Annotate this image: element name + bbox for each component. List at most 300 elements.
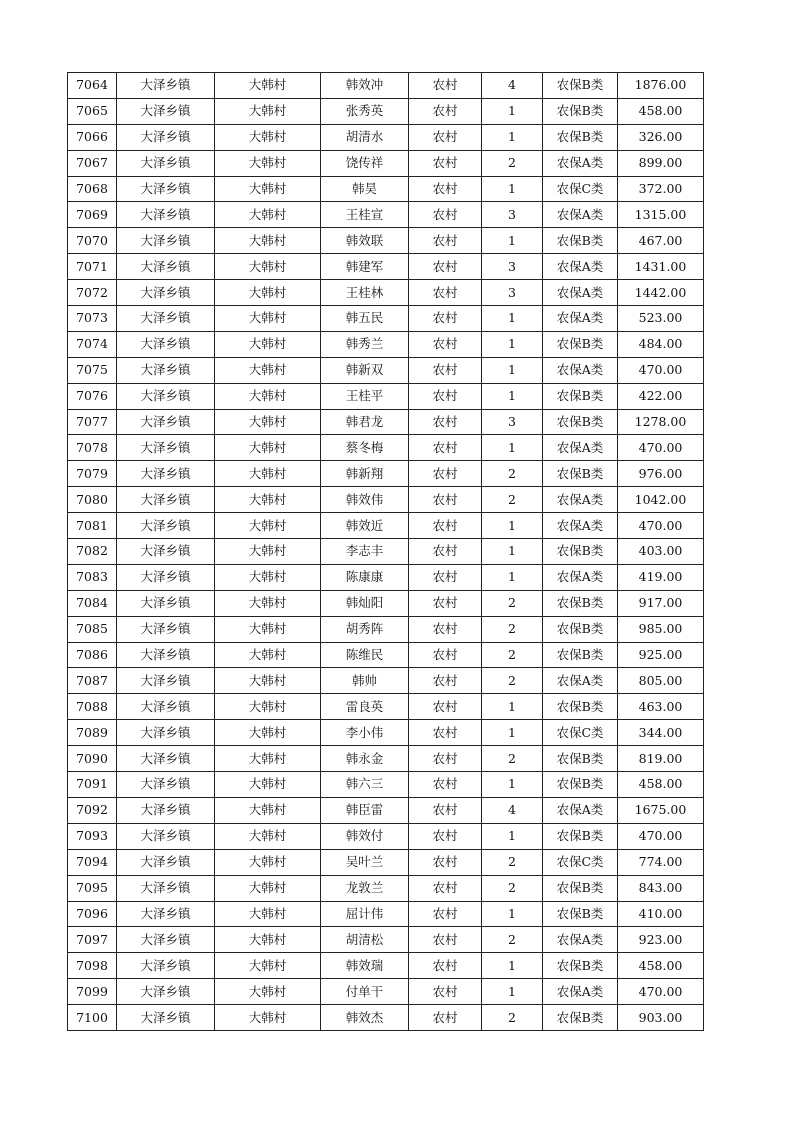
township-cell: 大泽乡镇: [117, 202, 215, 228]
area-type-cell: 农村: [409, 746, 482, 772]
household-count-cell: 1: [482, 357, 543, 383]
township-cell: 大泽乡镇: [117, 254, 215, 280]
insurance-category-cell: 农保B类: [543, 901, 618, 927]
amount-cell: 843.00: [618, 875, 704, 901]
insurance-category-cell: 农保B类: [543, 383, 618, 409]
household-count-cell: 1: [482, 331, 543, 357]
amount-cell: 463.00: [618, 694, 704, 720]
village-cell: 大韩村: [215, 409, 321, 435]
amount-cell: 985.00: [618, 616, 704, 642]
name-cell: 雷良英: [321, 694, 409, 720]
household-count-cell: 1: [482, 383, 543, 409]
serial-number-cell: 7096: [68, 901, 117, 927]
insurance-category-cell: 农保A类: [543, 150, 618, 176]
area-type-cell: 农村: [409, 202, 482, 228]
village-cell: 大韩村: [215, 746, 321, 772]
name-cell: 王桂宣: [321, 202, 409, 228]
insurance-category-cell: 农保B类: [543, 746, 618, 772]
table-row: [68, 590, 704, 616]
household-count-cell: 1: [482, 694, 543, 720]
insurance-category-cell: 农保A类: [543, 513, 618, 539]
village-cell: 大韩村: [215, 124, 321, 150]
amount-cell: 819.00: [618, 746, 704, 772]
insurance-category-cell: 农保A类: [543, 202, 618, 228]
village-cell: 大韩村: [215, 694, 321, 720]
area-type-cell: 农村: [409, 461, 482, 487]
household-count-cell: 1: [482, 435, 543, 461]
household-count-cell: 3: [482, 202, 543, 228]
township-cell: 大泽乡镇: [117, 720, 215, 746]
household-count-cell: 2: [482, 927, 543, 953]
serial-number-cell: 7067: [68, 150, 117, 176]
serial-number-cell: 7085: [68, 616, 117, 642]
insurance-category-cell: 农保B类: [543, 124, 618, 150]
serial-number-cell: 7064: [68, 73, 117, 99]
village-cell: 大韩村: [215, 357, 321, 383]
amount-cell: 1278.00: [618, 409, 704, 435]
amount-cell: 1675.00: [618, 797, 704, 823]
insurance-category-cell: 农保A类: [543, 306, 618, 332]
village-cell: 大韩村: [215, 772, 321, 798]
household-count-cell: 2: [482, 461, 543, 487]
table-row: [68, 124, 704, 150]
table-row: [68, 331, 704, 357]
insurance-category-cell: 农保B类: [543, 73, 618, 99]
insurance-category-cell: 农保C类: [543, 720, 618, 746]
amount-cell: 467.00: [618, 228, 704, 254]
amount-cell: 925.00: [618, 642, 704, 668]
household-count-cell: 1: [482, 306, 543, 332]
household-count-cell: 1: [482, 823, 543, 849]
area-type-cell: 农村: [409, 849, 482, 875]
table-row: [68, 901, 704, 927]
name-cell: 韩建军: [321, 254, 409, 280]
amount-cell: 774.00: [618, 849, 704, 875]
amount-cell: 470.00: [618, 823, 704, 849]
household-count-cell: 1: [482, 953, 543, 979]
township-cell: 大泽乡镇: [117, 772, 215, 798]
serial-number-cell: 7086: [68, 642, 117, 668]
insurance-category-cell: 农保C类: [543, 849, 618, 875]
village-cell: 大韩村: [215, 797, 321, 823]
name-cell: 韩效付: [321, 823, 409, 849]
serial-number-cell: 7073: [68, 306, 117, 332]
name-cell: 韩永金: [321, 746, 409, 772]
household-count-cell: 2: [482, 668, 543, 694]
village-cell: 大韩村: [215, 953, 321, 979]
insurance-category-cell: 农保A类: [543, 927, 618, 953]
serial-number-cell: 7065: [68, 98, 117, 124]
township-cell: 大泽乡镇: [117, 694, 215, 720]
table-row: [68, 668, 704, 694]
insurance-category-cell: 农保B类: [543, 875, 618, 901]
name-cell: 龙敦兰: [321, 875, 409, 901]
area-type-cell: 农村: [409, 772, 482, 798]
name-cell: 韩灿阳: [321, 590, 409, 616]
township-cell: 大泽乡镇: [117, 539, 215, 565]
amount-cell: 923.00: [618, 927, 704, 953]
village-cell: 大韩村: [215, 979, 321, 1005]
household-count-cell: 3: [482, 254, 543, 280]
village-cell: 大韩村: [215, 668, 321, 694]
name-cell: 张秀英: [321, 98, 409, 124]
serial-number-cell: 7083: [68, 564, 117, 590]
serial-number-cell: 7078: [68, 435, 117, 461]
area-type-cell: 农村: [409, 668, 482, 694]
insurance-category-cell: 农保B类: [543, 590, 618, 616]
amount-cell: 326.00: [618, 124, 704, 150]
table-row: [68, 539, 704, 565]
area-type-cell: 农村: [409, 927, 482, 953]
township-cell: 大泽乡镇: [117, 642, 215, 668]
insurance-category-cell: 农保B类: [543, 616, 618, 642]
record-table-body: [68, 73, 704, 1031]
household-count-cell: 1: [482, 513, 543, 539]
household-count-cell: 1: [482, 539, 543, 565]
name-cell: 韩六三: [321, 772, 409, 798]
insurance-category-cell: 农保B类: [543, 823, 618, 849]
serial-number-cell: 7092: [68, 797, 117, 823]
area-type-cell: 农村: [409, 797, 482, 823]
village-cell: 大韩村: [215, 901, 321, 927]
township-cell: 大泽乡镇: [117, 461, 215, 487]
amount-cell: 976.00: [618, 461, 704, 487]
household-count-cell: 1: [482, 124, 543, 150]
township-cell: 大泽乡镇: [117, 306, 215, 332]
serial-number-cell: 7075: [68, 357, 117, 383]
amount-cell: 403.00: [618, 539, 704, 565]
insurance-category-cell: 农保B类: [543, 772, 618, 798]
insurance-category-cell: 农保B类: [543, 953, 618, 979]
area-type-cell: 农村: [409, 901, 482, 927]
area-type-cell: 农村: [409, 590, 482, 616]
village-cell: 大韩村: [215, 720, 321, 746]
township-cell: 大泽乡镇: [117, 98, 215, 124]
amount-cell: 899.00: [618, 150, 704, 176]
table-row: [68, 306, 704, 332]
insurance-category-cell: 农保A类: [543, 254, 618, 280]
village-cell: 大韩村: [215, 383, 321, 409]
area-type-cell: 农村: [409, 539, 482, 565]
township-cell: 大泽乡镇: [117, 124, 215, 150]
area-type-cell: 农村: [409, 73, 482, 99]
township-cell: 大泽乡镇: [117, 357, 215, 383]
table-row: [68, 746, 704, 772]
household-count-cell: 2: [482, 616, 543, 642]
serial-number-cell: 7076: [68, 383, 117, 409]
household-count-cell: 3: [482, 409, 543, 435]
amount-cell: 1876.00: [618, 73, 704, 99]
household-count-cell: 1: [482, 98, 543, 124]
amount-cell: 805.00: [618, 668, 704, 694]
name-cell: 胡清水: [321, 124, 409, 150]
insurance-category-cell: 农保B类: [543, 642, 618, 668]
amount-cell: 470.00: [618, 979, 704, 1005]
amount-cell: 484.00: [618, 331, 704, 357]
township-cell: 大泽乡镇: [117, 331, 215, 357]
amount-cell: 903.00: [618, 1005, 704, 1031]
name-cell: 韩新双: [321, 357, 409, 383]
amount-cell: 422.00: [618, 383, 704, 409]
serial-number-cell: 7099: [68, 979, 117, 1005]
table-row: [68, 254, 704, 280]
name-cell: 韩效瑞: [321, 953, 409, 979]
name-cell: 韩昊: [321, 176, 409, 202]
insurance-category-cell: 农保A类: [543, 280, 618, 306]
table-row: [68, 797, 704, 823]
township-cell: 大泽乡镇: [117, 901, 215, 927]
household-count-cell: 2: [482, 642, 543, 668]
serial-number-cell: 7098: [68, 953, 117, 979]
table-row: [68, 487, 704, 513]
household-count-cell: 1: [482, 720, 543, 746]
township-cell: 大泽乡镇: [117, 1005, 215, 1031]
area-type-cell: 农村: [409, 409, 482, 435]
table-row: [68, 228, 704, 254]
name-cell: 韩新翔: [321, 461, 409, 487]
village-cell: 大韩村: [215, 280, 321, 306]
insurance-category-cell: 农保A类: [543, 435, 618, 461]
area-type-cell: 农村: [409, 435, 482, 461]
table-row: [68, 73, 704, 99]
amount-cell: 1315.00: [618, 202, 704, 228]
township-cell: 大泽乡镇: [117, 435, 215, 461]
area-type-cell: 农村: [409, 124, 482, 150]
village-cell: 大韩村: [215, 590, 321, 616]
table-row: [68, 720, 704, 746]
table-row: [68, 772, 704, 798]
serial-number-cell: 7090: [68, 746, 117, 772]
township-cell: 大泽乡镇: [117, 487, 215, 513]
household-count-cell: 2: [482, 875, 543, 901]
name-cell: 胡秀阵: [321, 616, 409, 642]
household-count-cell: 1: [482, 901, 543, 927]
household-count-cell: 2: [482, 487, 543, 513]
amount-cell: 344.00: [618, 720, 704, 746]
township-cell: 大泽乡镇: [117, 228, 215, 254]
insurance-category-cell: 农保A类: [543, 797, 618, 823]
amount-cell: 470.00: [618, 357, 704, 383]
household-count-cell: 2: [482, 1005, 543, 1031]
household-count-cell: 2: [482, 150, 543, 176]
serial-number-cell: 7097: [68, 927, 117, 953]
village-cell: 大韩村: [215, 331, 321, 357]
area-type-cell: 农村: [409, 694, 482, 720]
township-cell: 大泽乡镇: [117, 823, 215, 849]
household-count-cell: 1: [482, 979, 543, 1005]
area-type-cell: 农村: [409, 357, 482, 383]
name-cell: 韩效冲: [321, 73, 409, 99]
serial-number-cell: 7081: [68, 513, 117, 539]
village-cell: 大韩村: [215, 642, 321, 668]
name-cell: 王桂林: [321, 280, 409, 306]
area-type-cell: 农村: [409, 280, 482, 306]
amount-cell: 410.00: [618, 901, 704, 927]
table-row: [68, 564, 704, 590]
serial-number-cell: 7095: [68, 875, 117, 901]
record-table-container: [67, 72, 703, 1031]
table-row: [68, 823, 704, 849]
record-table: [67, 72, 704, 1031]
name-cell: 陈康康: [321, 564, 409, 590]
name-cell: 陈维民: [321, 642, 409, 668]
village-cell: 大韩村: [215, 150, 321, 176]
name-cell: 李志丰: [321, 539, 409, 565]
township-cell: 大泽乡镇: [117, 797, 215, 823]
table-row: [68, 383, 704, 409]
insurance-category-cell: 农保A类: [543, 668, 618, 694]
village-cell: 大韩村: [215, 823, 321, 849]
household-count-cell: 1: [482, 772, 543, 798]
name-cell: 韩效伟: [321, 487, 409, 513]
table-row: [68, 875, 704, 901]
township-cell: 大泽乡镇: [117, 927, 215, 953]
village-cell: 大韩村: [215, 875, 321, 901]
amount-cell: 470.00: [618, 435, 704, 461]
name-cell: 胡清松: [321, 927, 409, 953]
amount-cell: 917.00: [618, 590, 704, 616]
village-cell: 大韩村: [215, 849, 321, 875]
insurance-category-cell: 农保A类: [543, 357, 618, 383]
area-type-cell: 农村: [409, 487, 482, 513]
name-cell: 王桂平: [321, 383, 409, 409]
village-cell: 大韩村: [215, 202, 321, 228]
name-cell: 屈计伟: [321, 901, 409, 927]
area-type-cell: 农村: [409, 513, 482, 539]
amount-cell: 458.00: [618, 98, 704, 124]
township-cell: 大泽乡镇: [117, 150, 215, 176]
area-type-cell: 农村: [409, 254, 482, 280]
village-cell: 大韩村: [215, 73, 321, 99]
area-type-cell: 农村: [409, 979, 482, 1005]
table-row: [68, 1005, 704, 1031]
township-cell: 大泽乡镇: [117, 176, 215, 202]
table-row: [68, 927, 704, 953]
serial-number-cell: 7069: [68, 202, 117, 228]
table-row: [68, 176, 704, 202]
village-cell: 大韩村: [215, 306, 321, 332]
table-row: [68, 461, 704, 487]
township-cell: 大泽乡镇: [117, 746, 215, 772]
area-type-cell: 农村: [409, 98, 482, 124]
amount-cell: 458.00: [618, 953, 704, 979]
table-row: [68, 409, 704, 435]
household-count-cell: 2: [482, 849, 543, 875]
household-count-cell: 3: [482, 280, 543, 306]
village-cell: 大韩村: [215, 564, 321, 590]
area-type-cell: 农村: [409, 331, 482, 357]
table-row: [68, 694, 704, 720]
village-cell: 大韩村: [215, 927, 321, 953]
area-type-cell: 农村: [409, 875, 482, 901]
amount-cell: 458.00: [618, 772, 704, 798]
township-cell: 大泽乡镇: [117, 616, 215, 642]
village-cell: 大韩村: [215, 539, 321, 565]
serial-number-cell: 7077: [68, 409, 117, 435]
township-cell: 大泽乡镇: [117, 590, 215, 616]
insurance-category-cell: 农保B类: [543, 1005, 618, 1031]
township-cell: 大泽乡镇: [117, 513, 215, 539]
household-count-cell: 2: [482, 590, 543, 616]
name-cell: 吴叶兰: [321, 849, 409, 875]
amount-cell: 1042.00: [618, 487, 704, 513]
name-cell: 蔡冬梅: [321, 435, 409, 461]
household-count-cell: 1: [482, 228, 543, 254]
amount-cell: 1442.00: [618, 280, 704, 306]
amount-cell: 372.00: [618, 176, 704, 202]
serial-number-cell: 7089: [68, 720, 117, 746]
area-type-cell: 农村: [409, 720, 482, 746]
insurance-category-cell: 农保B类: [543, 539, 618, 565]
table-row: [68, 979, 704, 1005]
area-type-cell: 农村: [409, 642, 482, 668]
serial-number-cell: 7100: [68, 1005, 117, 1031]
name-cell: 韩效联: [321, 228, 409, 254]
table-row: [68, 98, 704, 124]
township-cell: 大泽乡镇: [117, 875, 215, 901]
serial-number-cell: 7080: [68, 487, 117, 513]
area-type-cell: 农村: [409, 616, 482, 642]
serial-number-cell: 7074: [68, 331, 117, 357]
amount-cell: 1431.00: [618, 254, 704, 280]
township-cell: 大泽乡镇: [117, 383, 215, 409]
area-type-cell: 农村: [409, 176, 482, 202]
name-cell: 韩五民: [321, 306, 409, 332]
village-cell: 大韩村: [215, 176, 321, 202]
table-row: [68, 616, 704, 642]
serial-number-cell: 7070: [68, 228, 117, 254]
township-cell: 大泽乡镇: [117, 280, 215, 306]
area-type-cell: 农村: [409, 306, 482, 332]
household-count-cell: 1: [482, 564, 543, 590]
serial-number-cell: 7082: [68, 539, 117, 565]
township-cell: 大泽乡镇: [117, 73, 215, 99]
name-cell: 李小伟: [321, 720, 409, 746]
township-cell: 大泽乡镇: [117, 979, 215, 1005]
serial-number-cell: 7088: [68, 694, 117, 720]
name-cell: 韩效近: [321, 513, 409, 539]
insurance-category-cell: 农保B类: [543, 694, 618, 720]
name-cell: 付单干: [321, 979, 409, 1005]
insurance-category-cell: 农保B类: [543, 228, 618, 254]
table-row: [68, 435, 704, 461]
serial-number-cell: 7093: [68, 823, 117, 849]
table-row: [68, 280, 704, 306]
household-count-cell: 1: [482, 176, 543, 202]
name-cell: 韩效杰: [321, 1005, 409, 1031]
insurance-category-cell: 农保A类: [543, 979, 618, 1005]
table-row: [68, 357, 704, 383]
table-row: [68, 202, 704, 228]
village-cell: 大韩村: [215, 487, 321, 513]
township-cell: 大泽乡镇: [117, 668, 215, 694]
serial-number-cell: 7072: [68, 280, 117, 306]
serial-number-cell: 7068: [68, 176, 117, 202]
serial-number-cell: 7071: [68, 254, 117, 280]
table-row: [68, 953, 704, 979]
name-cell: 韩帅: [321, 668, 409, 694]
table-row: [68, 150, 704, 176]
table-row: [68, 513, 704, 539]
amount-cell: 470.00: [618, 513, 704, 539]
village-cell: 大韩村: [215, 461, 321, 487]
village-cell: 大韩村: [215, 228, 321, 254]
insurance-category-cell: 农保A类: [543, 564, 618, 590]
township-cell: 大泽乡镇: [117, 564, 215, 590]
village-cell: 大韩村: [215, 1005, 321, 1031]
serial-number-cell: 7087: [68, 668, 117, 694]
name-cell: 韩秀兰: [321, 331, 409, 357]
